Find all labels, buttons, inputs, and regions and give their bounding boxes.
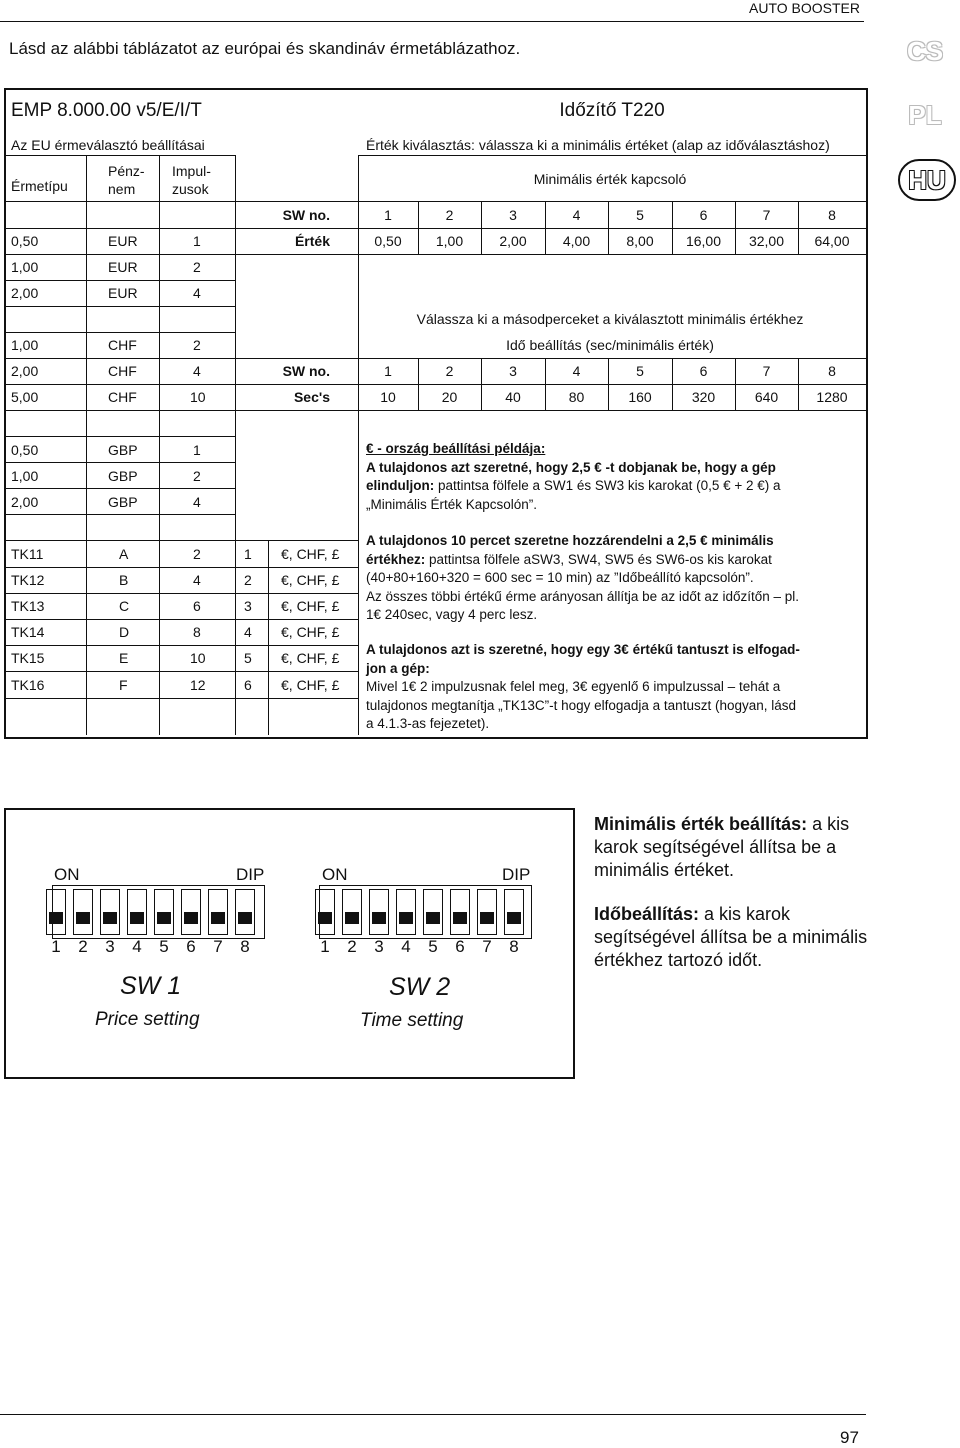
hline <box>5 280 235 281</box>
dip-switch[interactable] <box>315 889 335 935</box>
currency: GBP <box>108 442 138 458</box>
seconds-cell: 160 <box>628 389 652 405</box>
token-pulses: 4 <box>193 572 201 588</box>
hline <box>5 332 235 333</box>
page-number: 97 <box>840 1428 859 1447</box>
sw-number: 2 <box>445 363 454 379</box>
hline <box>5 462 235 463</box>
token-id: TK13 <box>11 598 45 614</box>
sw-number: 1 <box>384 207 392 223</box>
pulses: 4 <box>193 363 201 379</box>
time-instructions <box>594 903 874 972</box>
sw-number: 2 <box>445 207 454 223</box>
header-rule <box>0 21 864 22</box>
sw-number: 4 <box>572 207 581 223</box>
token-currencies: €, CHF, £ <box>281 546 340 562</box>
brand-header: AUTO BOOSTER <box>749 0 860 16</box>
token-currencies: €, CHF, £ <box>281 677 340 693</box>
min-value-heading: Minimális érték beállítás: <box>594 814 808 834</box>
switch-number: 3 <box>105 937 115 956</box>
example-2-line-5: 1€ 240sec, vagy 4 perc lesz. <box>366 607 538 622</box>
dip-switch[interactable] <box>369 889 389 935</box>
model-title: EMP 8.000.00 v5/E/I/T <box>11 100 202 121</box>
pulses: 1 <box>193 442 201 458</box>
example-1-bold: elinduljon: <box>366 478 435 493</box>
token-letter: C <box>119 598 130 614</box>
pulses: 2 <box>193 337 201 353</box>
seconds-cell: 40 <box>505 389 521 405</box>
min-value-text: a kis karok segítségével állítsa be a minimális értéket. <box>594 814 850 880</box>
hline <box>5 698 358 699</box>
sw-no-label-2: SW no. <box>282 363 330 379</box>
hline <box>5 567 358 568</box>
value-cell: 16,00 <box>685 233 722 249</box>
sw2-dip-label: DIP <box>502 865 531 884</box>
token-letter: E <box>119 650 129 666</box>
value-cell: 32,00 <box>748 233 785 249</box>
value-select-text: Érték kiválasztás: válassza ki a minimális értéket (alap az időválasztáshoz) <box>366 137 830 153</box>
coin-value: 1,00 <box>11 259 39 275</box>
dip-switch[interactable] <box>235 889 255 935</box>
sw-number: 5 <box>636 207 644 223</box>
token-id: TK12 <box>11 572 45 588</box>
token-pulses: 6 <box>193 598 201 614</box>
token-value: 4 <box>244 624 252 640</box>
coin-value: 0,50 <box>11 233 39 249</box>
switch-number: 7 <box>213 937 223 956</box>
col-coin-type: Érmetípu <box>11 178 68 194</box>
footer-rule <box>0 1414 866 1415</box>
coin-value: 1,00 <box>11 337 39 353</box>
sw1-dip-label: DIP <box>236 865 265 884</box>
token-pulses: 12 <box>190 677 206 693</box>
example-title: € - ország beállítási példája: <box>366 441 546 456</box>
vline <box>86 155 87 735</box>
sw-number: 6 <box>699 207 708 223</box>
value-cell: 2,00 <box>499 233 527 249</box>
value-cell: 64,00 <box>814 233 850 249</box>
pulses: 1 <box>193 233 201 249</box>
hline <box>5 306 235 307</box>
example-3-line-4: tulajdonos megtanítja „TK13C”-t hogy elfogadja a tantuszt (hogyan, lásd <box>366 697 797 713</box>
eu-settings-label: Az EU érmeválasztó beállításai <box>11 137 205 153</box>
example-3-line-5: a 4.1.3-as fejezetet). <box>366 716 490 731</box>
seconds-hint: Válassza ki a másodperceket a kiválasztott minimális értékhez <box>416 311 804 327</box>
sw2-subtitle: Time setting <box>360 1010 464 1031</box>
dip-switch[interactable] <box>423 889 443 935</box>
pulses: 4 <box>193 285 201 301</box>
hline <box>5 645 358 646</box>
currency: GBP <box>108 468 138 484</box>
token-id: TK14 <box>11 624 45 640</box>
token-id: TK16 <box>11 677 45 693</box>
coin-value: 0,50 <box>11 442 39 458</box>
intro-text: Lásd az alábbi táblázatot az európai és skandináv érmetáblázathoz. <box>9 39 521 58</box>
switch-number: 6 <box>455 937 465 956</box>
dip-switch[interactable] <box>154 889 174 935</box>
token-pulses: 8 <box>193 624 201 640</box>
example-1-line-1: A tulajdonos azt szeretné, hogy 2,5 € -t dobjanak be, hogy a gép <box>366 459 776 475</box>
example-3-line-3: Mivel 1€ 2 impulzusnak felel meg, 3€ egyenlő 6 impulzussal – tehát a <box>366 679 781 694</box>
switch-number: 6 <box>186 937 196 956</box>
sw-no-label: SW no. <box>282 207 330 223</box>
dip-switch[interactable] <box>181 889 201 935</box>
seconds-cell: 640 <box>754 389 779 405</box>
example-2-line-2: pattintsa fölfele aSW3, SW4, SW5 és SW6-os kis karokat <box>425 551 772 567</box>
switch-number: 8 <box>240 937 250 956</box>
sw-number: 6 <box>699 363 708 379</box>
hline <box>5 358 866 359</box>
example-2-line-4: Az összes többi értékű érme arányosan állítja be az időt az időzítőn – pl. <box>366 588 799 604</box>
dip-switch[interactable] <box>396 889 416 935</box>
value-cell: 1,00 <box>435 233 464 249</box>
lang-pl: PL <box>908 100 942 130</box>
token-letter: A <box>119 546 129 562</box>
dip-switch[interactable] <box>477 889 497 935</box>
value-cell: 8,00 <box>626 233 654 249</box>
dip-switch[interactable] <box>450 889 470 935</box>
sw-number: 8 <box>828 363 836 379</box>
seconds-cell: 20 <box>441 389 458 405</box>
hline <box>5 671 358 672</box>
vline <box>268 540 269 735</box>
token-currencies: €, CHF, £ <box>281 598 340 614</box>
token-value: 3 <box>244 598 252 614</box>
token-currencies: €, CHF, £ <box>281 624 340 640</box>
currency: GBP <box>108 494 138 510</box>
sw-number: 5 <box>636 363 644 379</box>
token-value: 2 <box>244 572 252 588</box>
coin-value: 2,00 <box>11 363 39 379</box>
example-2-bold: értékhez: <box>366 551 426 567</box>
hline <box>5 436 235 437</box>
hline <box>5 540 358 541</box>
time-text: a kis karok segítségével állítsa be a minimális értékhez tartozó időt. <box>594 904 868 970</box>
sw-number: 3 <box>509 363 517 379</box>
switch-number: 1 <box>320 937 330 956</box>
switch-number: 4 <box>132 937 142 956</box>
example-2-line-1: A tulajdonos 10 percet szeretne hozzárendelni a 2,5 € minimális <box>366 533 774 548</box>
token-value: 1 <box>244 546 252 562</box>
example-2 <box>366 532 856 625</box>
dip-switch[interactable] <box>504 889 524 935</box>
dip-switch[interactable] <box>73 889 93 935</box>
sw1-subtitle: Price setting <box>95 1009 200 1030</box>
switch-number: 2 <box>78 937 88 956</box>
sw2-title: SW 2 <box>389 973 451 1001</box>
dip-switch[interactable] <box>127 889 147 935</box>
value-label: Érték <box>294 233 330 249</box>
pulses: 2 <box>193 259 201 275</box>
currency: CHF <box>108 363 137 379</box>
token-id: TK15 <box>11 650 45 666</box>
switch-number: 5 <box>159 937 169 956</box>
sw-number: 7 <box>762 363 771 379</box>
currency: EUR <box>108 233 138 249</box>
switch-number: 8 <box>509 937 519 956</box>
currency: CHF <box>108 389 137 405</box>
sw-number: 4 <box>572 363 581 379</box>
example-1-line-2: pattintsa fölfele a SW1 és SW3 kis karokat (0,5 € + 2 €) a <box>434 478 781 493</box>
pulses: 10 <box>190 389 206 405</box>
vline <box>159 155 160 735</box>
currency: EUR <box>108 285 138 301</box>
switch-number: 1 <box>51 937 61 956</box>
sw-number: 8 <box>828 207 836 223</box>
value-cell: 0,50 <box>374 233 402 249</box>
sw-number: 1 <box>384 363 392 379</box>
token-pulses: 2 <box>193 546 201 562</box>
time-setting-label: Idő beállítás (sec/minimális érték) <box>506 337 714 353</box>
hline <box>5 410 866 411</box>
hline <box>5 619 358 620</box>
token-letter: F <box>119 677 128 693</box>
seconds-cell: 80 <box>568 389 585 405</box>
switch-number: 7 <box>482 937 492 956</box>
token-letter: B <box>119 572 129 588</box>
switch-number: 5 <box>428 937 438 956</box>
hline <box>5 514 235 515</box>
pulses: 4 <box>193 494 201 510</box>
currency: CHF <box>108 337 137 353</box>
hline <box>5 488 235 489</box>
dip-switch[interactable] <box>46 889 66 935</box>
sw-number: 7 <box>762 207 771 223</box>
timer-title: Időzítő T220 <box>559 100 665 121</box>
pulses: 2 <box>193 468 201 484</box>
coin-value: 1,00 <box>11 468 39 484</box>
dip-switch[interactable] <box>208 889 228 935</box>
hline <box>5 201 866 202</box>
token-currencies: €, CHF, £ <box>281 572 340 588</box>
token-pulses: 10 <box>190 650 206 666</box>
seconds-cell: 320 <box>691 389 716 405</box>
seconds-cell: 10 <box>380 389 396 405</box>
lang-cs: CS <box>906 36 944 66</box>
switch-number: 2 <box>347 937 357 956</box>
lang-hu-badge: HU <box>898 159 956 201</box>
switch-number: 4 <box>401 937 411 956</box>
token-letter: D <box>119 624 130 640</box>
example-1 <box>366 440 856 514</box>
hline <box>5 228 866 229</box>
sw1-on-label: ON <box>54 865 80 884</box>
coin-value: 5,00 <box>11 389 39 405</box>
coin-value: 2,00 <box>11 494 39 510</box>
token-value: 6 <box>244 677 252 693</box>
hline <box>5 593 358 594</box>
example-1-line-3: „Minimális Érték Kapcsolón”. <box>366 496 538 512</box>
sec-label: Sec's <box>293 389 330 405</box>
dip-switch[interactable] <box>100 889 120 935</box>
hline <box>358 155 866 156</box>
token-id: TK11 <box>11 546 44 562</box>
coin-value: 2,00 <box>11 285 39 301</box>
hline <box>5 384 866 385</box>
currency: EUR <box>108 259 138 275</box>
sw2-on-label: ON <box>322 865 348 884</box>
example-3-line-1: A tulajdonos azt is szeretné, hogy egy 3€ értékű tantuszt is elfogad- <box>366 642 800 657</box>
example-3-line-2: jon a gép: <box>366 660 430 676</box>
example-3 <box>366 641 856 734</box>
col-pulses: Impul- zusok <box>172 163 211 197</box>
hline <box>5 254 866 255</box>
example-2-line-3: (40+80+160+320 = 600 sec = 10 min) az ”Időbeállító kapcsolón”. <box>366 570 754 585</box>
col-currency: Pénz- nem <box>108 163 145 197</box>
hline <box>5 155 235 156</box>
dip-switch[interactable] <box>342 889 362 935</box>
token-value: 5 <box>244 650 252 666</box>
switch-number: 3 <box>374 937 384 956</box>
min-value-instructions <box>594 813 874 882</box>
seconds-cell: 1280 <box>816 389 848 405</box>
value-cell: 4,00 <box>562 233 591 249</box>
token-currencies: €, CHF, £ <box>281 650 340 666</box>
time-heading: Időbeállítás: <box>594 904 700 924</box>
min-switch-label: Minimális érték kapcsoló <box>533 171 687 187</box>
sw1-title: SW 1 <box>120 972 182 1000</box>
sw-number: 3 <box>509 207 517 223</box>
